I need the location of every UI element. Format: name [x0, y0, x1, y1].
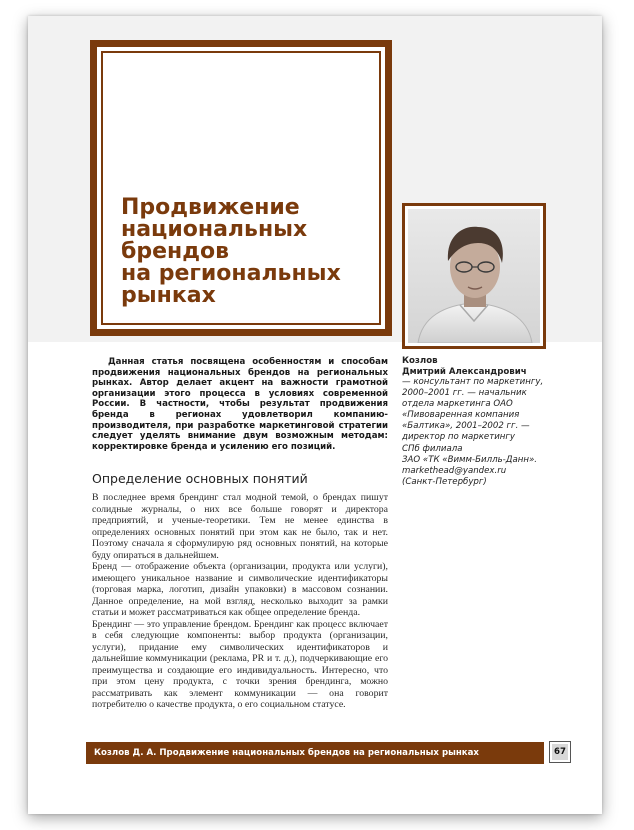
author-surname: Козлов	[402, 356, 438, 366]
author-email[interactable]: markethead@yandex.ru	[402, 465, 507, 476]
author-bio-line: СПб филиала	[402, 443, 463, 454]
page-number: 67	[552, 744, 568, 760]
author-city: (Санкт-Петербург)	[402, 476, 487, 487]
author-bio-line: 2000–2001 гг. — начальник	[402, 388, 527, 399]
article-title: Продвижение национальных брендов на региональных рынках	[121, 195, 341, 308]
running-footer: Козлов Д. А. Продвижение национальных брендов на региональных рынках	[86, 742, 544, 764]
author-bio-line: директор по маркетингу	[402, 432, 516, 443]
magazine-page	[28, 16, 602, 814]
author-given-names: Дмитрий Александрович	[402, 366, 527, 377]
author-bio-line: «Пивоваренная компания	[402, 410, 520, 421]
author-bio-line: ЗАО «ТК «Вимм-Билль-Данн».	[402, 454, 538, 465]
author-photo	[408, 209, 540, 343]
title-frame	[90, 40, 392, 336]
article-abstract: Данная статья посвящена особенностям и способам продвижения национальных брендов на региональных рынках. Автор делает акцент на важности грамотной организации этого процесса в условиях современной России. В частности, чтобы результат продвижения бренда в регионах удовлетворил компанию-производителя, при разработке маркетинговой стратегии следует уделять внимание двум возможным методам: корректировке бренда и усилению его позиций.	[92, 357, 388, 452]
author-bio-line: отдела маркетинга ОАО	[402, 399, 513, 410]
body-paragraph: Бренд — отображение объекта (организации, продукта или услуги), имеющего уникальное название и символические идентификаторы (торговая марка, логотип, дизайн упаковки) в массовом сознании. Данное определение, на мой взгляд, несколько выходит за рамки статьи и может рассматриваться как общее определение бренда.	[92, 561, 388, 618]
author-bio-line: — консультант по маркетингу,	[402, 377, 544, 387]
body-paragraph: Брендинг — это управление брендом. Брендинг как процесс включает в себя следующие компоненты: выбор продукта (организации, услуги), придание ему символических идентификаторов и дальнейшие коммуникации (реклама, PR и т. д.), подчеркивающие его преимущества и создающие его индивидуальность. Интересно, что при этом цену продукта, с точки зрения брендинга, можно рассматривать как элемент коммуникации — она говорит потребителю о качестве продукта, о его социальном статусе.	[92, 618, 388, 710]
author-photo-frame	[402, 203, 546, 349]
author-portrait-icon	[408, 209, 540, 343]
author-info	[402, 356, 552, 488]
page-number-box	[549, 741, 571, 763]
body-paragraph: В последнее время брендинг стал модной темой, о брендах пишут солидные журналы, о них все больше говорят и директора предприятий, и ученые-теоретики. Тем не менее единства в определениях основных понятий при этом как не было, так и нет. Поэтому сначала я сформулирую ряд основных понятий, на которые буду опираться в дальнейшем.	[92, 492, 388, 561]
section-heading: Определение основных понятий	[92, 471, 308, 486]
article-body	[92, 492, 388, 711]
author-bio-line: «Балтика», 2001–2002 гг. —	[402, 421, 530, 432]
